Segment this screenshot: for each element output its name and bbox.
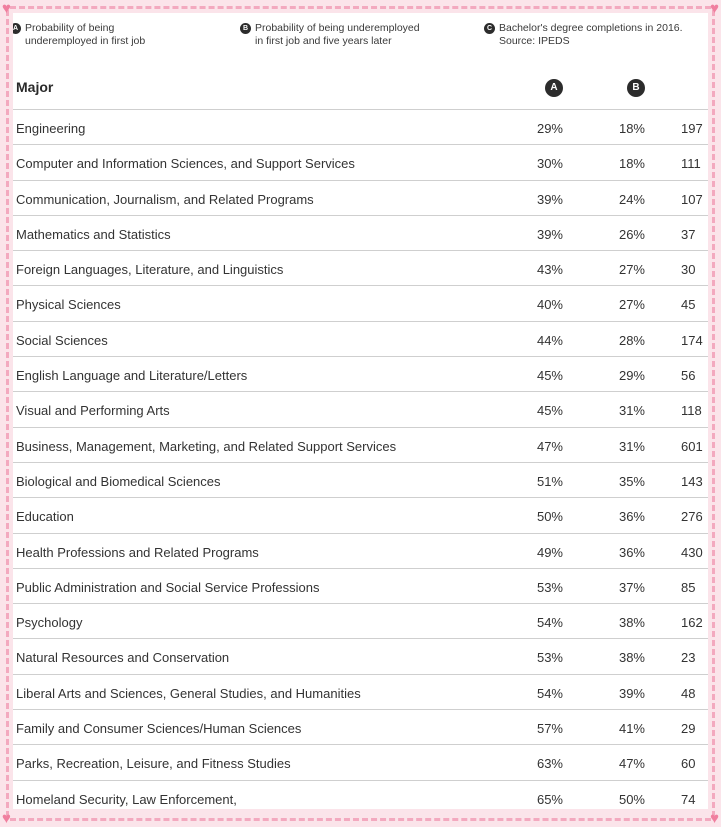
major-cell: Health Professions and Related Programs: [16, 544, 259, 560]
value-a-cell: 44%: [536, 332, 563, 348]
value-a-cell: 29%: [536, 121, 563, 136]
major-cell: Natural Resources and Conservation: [16, 650, 230, 666]
value-b-cell: 36%: [618, 509, 645, 525]
value-a-cell: 43%: [536, 262, 563, 278]
table-row: [13, 215, 708, 250]
heart-icon: ♥: [2, 810, 11, 827]
value-b-cell: 39%: [618, 685, 645, 701]
table-row: [13, 427, 708, 462]
frame-dashed-border-top: [10, 6, 711, 9]
value-b-cell: 18%: [618, 121, 645, 136]
value-b-cell: 36%: [618, 544, 645, 560]
legend-text-a: [25, 22, 145, 48]
frame-dashed-border-bottom: [10, 818, 711, 821]
major-cell: Parks, Recreation, Leisure, and Fitness Studies: [16, 756, 291, 772]
value-b-cell: 38%: [618, 650, 645, 666]
major-cell: Homeland Security, Law Enforcement,: [16, 791, 237, 807]
value-a-cell: 53%: [536, 650, 563, 666]
value-b-cell: 26%: [618, 226, 645, 242]
value-b-cell: 37%: [618, 579, 645, 595]
value-c-cell: 107: [681, 191, 703, 207]
value-b-cell: 28%: [618, 332, 645, 348]
value-c-cell: 601: [681, 438, 703, 454]
legend-badge-c: C: [484, 23, 495, 34]
value-c-cell: 85: [681, 579, 696, 595]
table-row: [13, 780, 708, 809]
value-a-cell: 54%: [536, 685, 563, 701]
value-b-cell: 41%: [618, 721, 645, 737]
legend-badge-b: B: [240, 23, 251, 34]
major-cell: Liberal Arts and Sciences, General Studies, and Humanities: [16, 685, 361, 701]
table-row: [13, 180, 708, 215]
value-c-cell: 29: [681, 721, 696, 737]
table-body: [13, 109, 708, 809]
value-b-cell: 47%: [618, 756, 645, 772]
value-c-cell: 162: [681, 615, 703, 631]
value-b-cell: 27%: [618, 297, 645, 313]
value-a-cell: 57%: [536, 721, 563, 737]
value-a-cell: 53%: [536, 579, 563, 595]
value-c-cell: 23: [681, 650, 696, 666]
major-cell: Engineering: [16, 121, 86, 136]
major-cell: Computer and Information Sciences, and Support Services: [16, 156, 355, 172]
value-a-cell: 47%: [536, 438, 563, 454]
value-c-cell: 143: [681, 473, 703, 489]
value-b-cell: 35%: [618, 473, 645, 489]
value-a-cell: 49%: [536, 544, 563, 560]
value-c-cell: 276: [681, 509, 703, 525]
table-row: [13, 744, 708, 779]
value-c-cell: 111: [681, 156, 701, 172]
value-c-cell: 48: [681, 685, 696, 701]
value-c-cell: 56: [681, 368, 696, 384]
value-b-cell: 24%: [618, 191, 645, 207]
legend-text-b-line1: Probability of being underemployed: [255, 22, 420, 34]
column-header-b-badge: B: [627, 79, 645, 97]
legend-item-a: [13, 22, 145, 48]
value-c-cell: 30: [681, 262, 696, 278]
value-c-cell: 430: [681, 544, 703, 560]
legend-text-c-line1: Bachelor's degree completions in 2016.: [499, 22, 683, 34]
value-a-cell: 39%: [536, 191, 563, 207]
value-b-cell: 31%: [618, 403, 645, 419]
value-a-cell: 54%: [536, 615, 563, 631]
value-b-cell: 31%: [618, 438, 645, 454]
legend-item-c: [484, 22, 683, 48]
table-row: [13, 321, 708, 356]
frame-dashed-border-right: [712, 10, 715, 817]
table-row: [13, 638, 708, 673]
major-cell: Biological and Biomedical Sciences: [16, 473, 221, 489]
value-a-cell: 45%: [536, 368, 563, 384]
legend-badge-a: A: [13, 23, 21, 34]
major-cell: Foreign Languages, Literature, and Linguistics: [16, 262, 284, 278]
legend-text-c: [499, 22, 683, 48]
legend-text-c-line2: Source: IPEDS: [499, 35, 570, 47]
value-c-cell: 174: [681, 332, 703, 348]
major-cell: Public Administration and Social Service Professions: [16, 579, 320, 595]
table-row: [13, 568, 708, 603]
legend-text-a-line1: Probability of being: [25, 22, 115, 34]
value-c-cell: 74: [681, 791, 696, 807]
legend-text-b: [255, 22, 420, 48]
table-row: [13, 674, 708, 709]
value-a-cell: 51%: [536, 473, 563, 489]
table-row: [13, 356, 708, 391]
value-c-cell: 45: [681, 297, 696, 313]
legend-item-b: [240, 22, 420, 48]
value-a-cell: 65%: [536, 791, 563, 807]
document-page: [13, 13, 708, 809]
major-cell: Psychology: [16, 615, 83, 631]
table-row: [13, 250, 708, 285]
value-b-cell: 18%: [618, 156, 645, 172]
value-b-cell: 38%: [618, 615, 645, 631]
major-cell: Business, Management, Marketing, and Related Support Services: [16, 438, 397, 454]
table-row: [13, 109, 708, 144]
value-c-cell: 60: [681, 756, 696, 772]
value-a-cell: 45%: [536, 403, 563, 419]
value-b-cell: 27%: [618, 262, 645, 278]
value-a-cell: 30%: [536, 156, 563, 172]
heart-icon: ♥: [710, 0, 719, 17]
value-b-cell: 29%: [618, 368, 645, 384]
table-row: [13, 497, 708, 532]
legend-text-b-line2: in first job and five years later: [255, 35, 392, 47]
value-a-cell: 39%: [536, 226, 563, 242]
value-c-cell: 37: [681, 226, 696, 242]
table-row: [13, 285, 708, 320]
major-cell: Social Sciences: [16, 332, 108, 348]
heart-icon: ♥: [710, 810, 719, 827]
major-cell: Family and Consumer Sciences/Human Sciences: [16, 721, 302, 737]
value-b-cell: 50%: [618, 791, 645, 807]
major-cell: Mathematics and Statistics: [16, 226, 171, 242]
table-row: [13, 533, 708, 568]
table-row: [13, 391, 708, 426]
table-header: [13, 73, 708, 109]
value-c-cell: 197: [681, 121, 703, 136]
column-header-a-badge: A: [545, 79, 563, 97]
major-cell: English Language and Literature/Letters: [16, 368, 248, 384]
major-cell: Visual and Performing Arts: [16, 403, 170, 419]
column-header-major: Major: [16, 79, 54, 95]
legend-text-a-line2: underemployed in first job: [25, 35, 146, 47]
table-row: [13, 709, 708, 744]
heart-icon: ♥: [2, 0, 11, 17]
table-row: [13, 462, 708, 497]
value-a-cell: 40%: [536, 297, 563, 313]
table-row: [13, 603, 708, 638]
major-cell: Communication, Journalism, and Related Programs: [16, 191, 314, 207]
major-cell: Physical Sciences: [16, 297, 121, 313]
value-c-cell: 118: [681, 403, 702, 419]
value-a-cell: 50%: [536, 509, 563, 525]
table-row: [13, 144, 708, 179]
major-cell: Education: [16, 509, 74, 525]
value-a-cell: 63%: [536, 756, 563, 772]
frame-dashed-border-left: [6, 10, 9, 817]
